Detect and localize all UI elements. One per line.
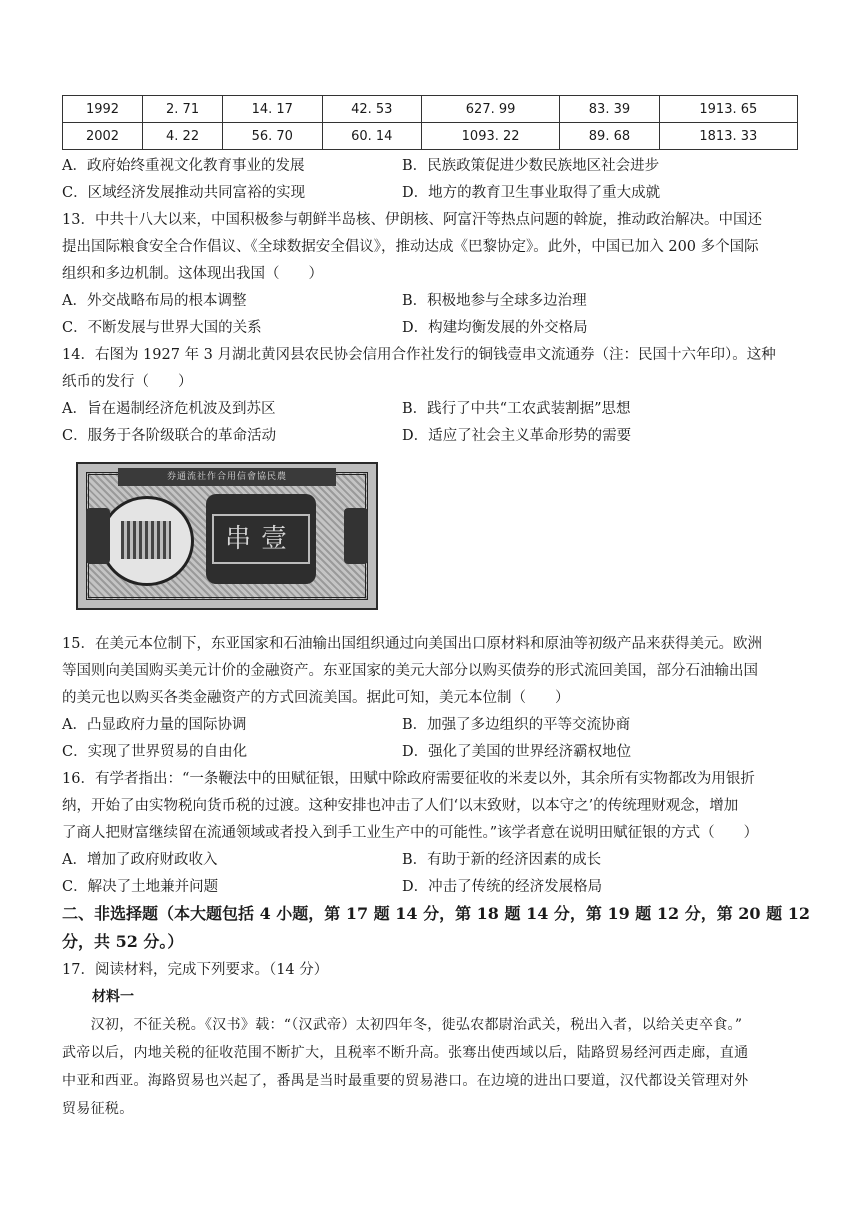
q16-stem-line3: 了商人把财富继续留在流通领域或者投入到手工业生产中的可能性。”该学者意在说明田赋征银的方式（ ） xyxy=(62,825,759,841)
material-line4: 贸易征税。 xyxy=(62,1101,134,1117)
q15-option-b: B．加强了多边组织的平等交流协商 xyxy=(402,717,631,733)
q16-option-d: D．冲击了传统的经济发展格局 xyxy=(402,879,603,895)
table-cell: 627. 99 xyxy=(421,96,559,123)
q12-option-b: B．民族政策促进少数民族地区社会进步 xyxy=(402,158,660,174)
q14-option-a: A．旨在遏制经济危机波及到苏区 xyxy=(62,401,276,417)
section-heading-line1: 二、非选择题（本大题包括 4 小题，第 17 题 14 分，第 18 题 14 分，第 19 题 12 分，第 20 题 12 xyxy=(62,904,810,923)
q15-stem-line3: 的美元也以购买各类金融资产的方式回流美国。据此可知，美元本位制（ ） xyxy=(62,690,570,706)
material-line1: 汉初，不征关税。《汉书》载：“（汉武帝）太初四年冬，徙弘农都尉治武关，税出入者，以给关吏卒食。” xyxy=(62,1017,743,1033)
table-cell: 2. 71 xyxy=(143,96,223,123)
table-cell: 1093. 22 xyxy=(421,123,559,150)
table-cell: 2002 xyxy=(63,123,143,150)
data-table xyxy=(62,95,798,150)
banknote-value: 串壹 xyxy=(212,514,310,564)
q13-stem-line3: 组织和多边机制。这体现出我国（ ） xyxy=(62,266,323,282)
q13-stem-line2: 提出国际粮食安全合作倡议、《全球数据安全倡议》，推动达成《巴黎协定》。此外，中国已加入 200 多个国际 xyxy=(62,239,759,255)
q14-stem-line1: 14．右图为 1927 年 3 月湖北黄冈县农民协会信用合作社发行的铜钱壹串文流通券（注：民国十六年印）。这种 xyxy=(62,347,776,363)
material-line3: 中亚和西亚。海路贸易也兴起了，番禺是当时最重要的贸易港口。在边境的进出口要道，汉代都设关管理对外 xyxy=(62,1073,749,1089)
q16-option-c: C．解决了土地兼并问题 xyxy=(62,879,219,895)
table-cell: 14. 17 xyxy=(223,96,322,123)
table-row xyxy=(63,123,798,150)
q12-option-a: A．政府始终重视文化教育事业的发展 xyxy=(62,158,305,174)
banknote-right-seal xyxy=(344,508,368,564)
table-row xyxy=(63,96,798,123)
q15-option-a: A．凸显政府力量的国际协调 xyxy=(62,717,247,733)
q16-stem-line2: 纳，开始了由实物税向货币税的过渡。这种安排也冲击了人们‘以末致财，以本守之’的传统理财观念，增加 xyxy=(62,798,739,814)
table-cell: 42. 53 xyxy=(322,96,421,123)
banknote-vignette xyxy=(100,496,194,586)
material-line2: 武帝以后，内地关税的征收范围不断扩大，且税率不断升高。张骞出使西域以后，陆路贸易经河西走廊，直通 xyxy=(62,1045,749,1061)
q13-option-c: C．不断发展与世界大国的关系 xyxy=(62,320,262,336)
table-cell: 1813. 33 xyxy=(659,123,797,150)
q15-stem-line2: 等国则向美国购买美元计价的金融资产。东亚国家的美元大部分以购买债券的形式流回美国，部分石油输出国 xyxy=(62,663,758,679)
table-cell: 56. 70 xyxy=(223,123,322,150)
table-cell: 4. 22 xyxy=(143,123,223,150)
section-heading-line2: 分，共 52 分。） xyxy=(62,932,184,951)
q12-option-d: D．地方的教育卫生事业取得了重大成就 xyxy=(402,185,661,201)
banknote-left-seal xyxy=(86,508,110,564)
q15-stem-line1: 15．在美元本位制下，东亚国家和石油输出国组织通过向美国出口原材料和原油等初级产品来获得美元。欧洲 xyxy=(62,636,762,652)
q14-option-d: D．适应了社会主义革命形势的需要 xyxy=(402,428,632,444)
q13-option-b: B．积极地参与全球多边治理 xyxy=(402,293,587,309)
banknote-issuer-band: 券通流社作合用信會協民農 xyxy=(118,468,336,486)
q13-option-d: D．构建均衡发展的外交格局 xyxy=(402,320,588,336)
banknote-value-panel xyxy=(206,494,316,584)
q16-option-a: A．增加了政府财政收入 xyxy=(62,852,218,868)
q15-option-d: D．强化了美国的世界经济霸权地位 xyxy=(402,744,632,760)
building-illustration xyxy=(121,521,171,559)
q13-option-a: A．外交战略布局的根本调整 xyxy=(62,293,247,309)
table-cell: 89. 68 xyxy=(560,123,659,150)
table-cell: 1992 xyxy=(63,96,143,123)
q12-option-c: C．区域经济发展推动共同富裕的实现 xyxy=(62,185,306,201)
table-cell: 60. 14 xyxy=(322,123,421,150)
q14-option-c: C．服务于各阶级联合的革命活动 xyxy=(62,428,277,444)
q16-stem-line1: 16．有学者指出：“一条鞭法中的田赋征银，田赋中除政府需要征收的米麦以外，其余所有实物都改为用银折 xyxy=(62,771,755,787)
table-cell: 1913. 65 xyxy=(659,96,797,123)
q17-intro: 17．阅读材料，完成下列要求。（14 分） xyxy=(62,962,329,978)
banknote-image xyxy=(76,462,378,610)
q13-stem-line1: 13．中共十八大以来，中国积极参与朝鲜半岛核、伊朗核、阿富汗等热点问题的斡旋，推动政治解决。中国还 xyxy=(62,212,762,228)
q15-option-c: C．实现了世界贸易的自由化 xyxy=(62,744,248,760)
table-cell: 83. 39 xyxy=(560,96,659,123)
q14-stem-line2: 纸币的发行（ ） xyxy=(62,374,193,390)
material-title: 材料一 xyxy=(92,989,134,1005)
q14-option-b: B．践行了中共“工农武装割据”思想 xyxy=(402,401,631,417)
q16-option-b: B．有助于新的经济因素的成长 xyxy=(402,852,602,868)
